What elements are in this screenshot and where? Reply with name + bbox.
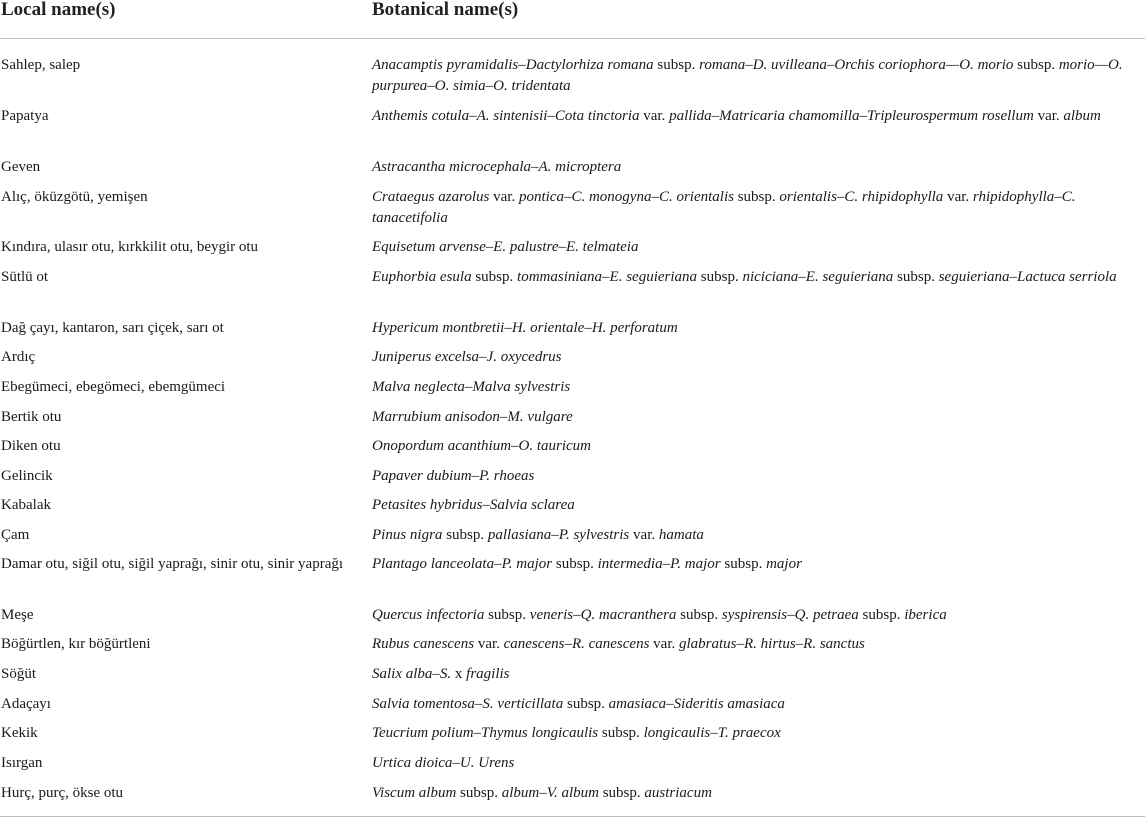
botanical-taxon-text: Equisetum arvense–E. palustre–E. telmateia	[372, 239, 639, 255]
botanical-taxon-text: Plantago lanceolata–P. major	[372, 556, 553, 572]
table-header	[0, 0, 1145, 39]
botanical-rank-text: subsp.	[676, 607, 722, 623]
botanical-rank-text: var.	[474, 636, 504, 652]
botanical-taxon-text: Crataegus azarolus	[372, 189, 490, 205]
botanical-taxon-text: intermedia–P. major	[597, 556, 721, 572]
botanical-name-cell	[372, 267, 1140, 288]
botanical-rank-text: subsp.	[484, 607, 530, 623]
botanical-taxon-text: niciciana–E. seguieriana	[742, 269, 894, 285]
local-name-cell: Söğüt	[1, 666, 37, 682]
botanical-rank-text: subsp.	[552, 556, 598, 572]
botanical-name-cell	[372, 466, 1140, 487]
botanical-taxon-text: veneris–Q. macranthera	[529, 607, 677, 623]
botanical-rank-text: subsp.	[720, 556, 767, 572]
header-botanical-names: Botanical name(s)	[372, 0, 519, 20]
botanical-taxon-text: Rubus canescens	[372, 636, 475, 652]
botanical-name-cell	[372, 554, 1140, 575]
botanical-taxon-text: glabratus–R. hirtus–R. sanctus	[679, 636, 865, 652]
botanical-name-cell	[372, 318, 1140, 339]
botanical-rank-text: var.	[629, 527, 659, 543]
botanical-name-cell	[372, 495, 1140, 516]
local-name-cell: Geven	[1, 159, 41, 175]
botanical-name-cell	[372, 723, 1140, 744]
botanical-rank-text: subsp.	[598, 725, 644, 741]
botanical-name-cell	[372, 664, 1140, 685]
botanical-name-cell	[372, 783, 1140, 804]
botanical-taxon-text: Teucrium polium–Thymus longicaulis	[372, 725, 599, 741]
botanical-taxon-text: morio—O. purpurea–O. simia–O. tridentata	[372, 57, 1123, 94]
local-name-cell: Bertik otu	[1, 409, 62, 425]
botanical-name-cell	[372, 436, 1140, 457]
botanical-taxon-text: Viscum album	[372, 785, 457, 801]
botanical-taxon-text: fragilis	[466, 666, 510, 682]
botanical-rank-text: subsp.	[653, 57, 700, 73]
botanical-taxon-text: Astracantha microcephala–A. microptera	[372, 159, 622, 175]
botanical-taxon-text: tommasiniana–E. seguieriana	[517, 269, 698, 285]
local-name-cell: Damar otu, siğil otu, siğil yaprağı, sinir otu, sinir yaprağı	[1, 556, 344, 572]
botanical-name-cell	[372, 55, 1140, 97]
botanical-taxon-text: Anthemis cotula–A. sintenisii–Cota tinctoria	[372, 108, 640, 124]
local-name-cell: Kabalak	[1, 497, 51, 513]
botanical-taxon-text: syspirensis–Q. petraea	[721, 607, 859, 623]
botanical-taxon-text: seguieriana–Lactuca serriola	[938, 269, 1117, 285]
botanical-rank-text: var.	[1033, 108, 1064, 124]
botanical-rank-text: var.	[639, 108, 670, 124]
botanical-taxon-text: Malva neglecta–Malva sylvestris	[372, 379, 571, 395]
table-bottom-rule	[0, 816, 1145, 817]
botanical-name-cell	[372, 634, 1140, 655]
botanical-rank-text: x	[451, 666, 467, 682]
botanical-taxon-text: romana–D. uvilleana–Orchis coriophora—O. morio	[699, 57, 1014, 73]
botanical-name-cell	[372, 187, 1140, 229]
botanical-rank-text: subsp.	[563, 696, 609, 712]
local-name-cell: Kındıra, ulasır otu, kırkkilit otu, beygir otu	[1, 239, 259, 255]
botanical-taxon-text: longicaulis–T. praecox	[643, 725, 781, 741]
botanical-name-cell	[372, 605, 1140, 626]
botanical-rank-text: subsp.	[471, 269, 518, 285]
botanical-rank-text: subsp.	[456, 785, 502, 801]
local-name-cell: Kekik	[1, 725, 38, 741]
botanical-name-cell	[372, 106, 1140, 127]
botanical-taxon-text: Euphorbia esula	[372, 269, 472, 285]
botanical-taxon-text: amasiaca–Sideritis amasiaca	[608, 696, 785, 712]
botanical-taxon-text: Marrubium anisodon–M. vulgare	[372, 409, 573, 425]
local-name-cell: Adaçayı	[1, 696, 51, 712]
local-name-cell: Sahlep, salep	[1, 57, 81, 73]
botanical-taxon-text: austriacum	[644, 785, 712, 801]
botanical-rank-text: var.	[649, 636, 679, 652]
botanical-rank-text: subsp.	[858, 607, 905, 623]
botanical-taxon-text: Pinus nigra	[372, 527, 443, 543]
botanical-name-cell	[372, 694, 1140, 715]
local-name-cell: Isırgan	[1, 755, 43, 771]
botanical-taxon-text: Quercus infectoria	[372, 607, 485, 623]
botanical-rank-text: var.	[489, 189, 519, 205]
local-name-cell: Papatya	[1, 108, 49, 124]
local-name-cell: Dağ çayı, kantaron, sarı çiçek, sarı ot	[1, 320, 224, 336]
local-name-cell: Diken otu	[1, 438, 61, 454]
botanical-name-cell	[372, 377, 1140, 398]
botanical-taxon-text: iberica	[904, 607, 947, 623]
header-local-names: Local name(s)	[1, 0, 116, 20]
local-name-cell: Hurç, purç, ökse otu	[1, 785, 124, 801]
local-name-cell: Ebegümeci, ebegömeci, ebemgümeci	[1, 379, 226, 395]
botanical-taxon-text: Urtica dioica–U. Urens	[372, 755, 515, 771]
botanical-taxon-text: major	[766, 556, 802, 572]
botanical-name-cell	[372, 753, 1140, 774]
botanical-taxon-text: pontica–C. monogyna–C. orientalis	[518, 189, 734, 205]
botanical-taxon-text: orientalis–C. rhipidophylla	[779, 189, 944, 205]
botanical-taxon-text: Anacamptis pyramidalis–Dactylorhiza romana	[372, 57, 654, 73]
botanical-taxon-text: Salvia tomentosa–S. verticillata	[372, 696, 564, 712]
local-name-cell: Meşe	[1, 607, 34, 623]
botanical-rank-text: subsp.	[733, 189, 780, 205]
botanical-taxon-text: pallasiana–P. sylvestris	[487, 527, 630, 543]
botanical-taxon-text: album–V. album	[501, 785, 599, 801]
local-name-cell: Sütlü ot	[1, 269, 49, 285]
botanical-rank-text: var.	[943, 189, 973, 205]
botanical-taxon-text: Juniperus excelsa–J. oxycedrus	[372, 349, 562, 365]
botanical-name-cell	[372, 347, 1140, 368]
local-name-cell: Alıç, öküzgötü, yemişen	[1, 189, 148, 205]
botanical-taxon-text: rhipidophylla–C. tanacetifolia	[372, 189, 1076, 226]
botanical-name-cell	[372, 237, 1140, 258]
botanical-taxon-text: pallida–Matricaria chamomilla–Tripleurospermum rosellum	[669, 108, 1034, 124]
botanical-taxon-text: Papaver dubium–P. rhoeas	[372, 468, 535, 484]
botanical-rank-text: subsp.	[893, 269, 939, 285]
botanical-taxon-text: Salix alba–S.	[372, 666, 452, 682]
botanical-taxon-text: canescens–R. canescens	[503, 636, 650, 652]
botanical-name-cell	[372, 407, 1140, 428]
botanical-rank-text: subsp.	[442, 527, 488, 543]
botanical-taxon-text: hamata	[658, 527, 704, 543]
local-name-cell: Ardıç	[1, 349, 36, 365]
local-name-cell: Gelincik	[1, 468, 53, 484]
botanical-name-cell	[372, 525, 1140, 546]
local-name-cell: Çam	[1, 527, 30, 543]
local-name-cell: Böğürtlen, kır böğürtleni	[1, 636, 151, 652]
botanical-taxon-text: Onopordum acanthium–O. tauricum	[372, 438, 592, 454]
botanical-rank-text: subsp.	[598, 785, 645, 801]
botanical-taxon-text: album	[1063, 108, 1101, 124]
botanical-taxon-text: Petasites hybridus–Salvia sclarea	[372, 497, 575, 513]
botanical-rank-text: subsp.	[697, 269, 743, 285]
botanical-name-cell	[372, 157, 1140, 178]
botanical-taxon-text: Hypericum montbretii–H. orientale–H. perforatum	[372, 320, 678, 336]
botanical-rank-text: subsp.	[1013, 57, 1059, 73]
